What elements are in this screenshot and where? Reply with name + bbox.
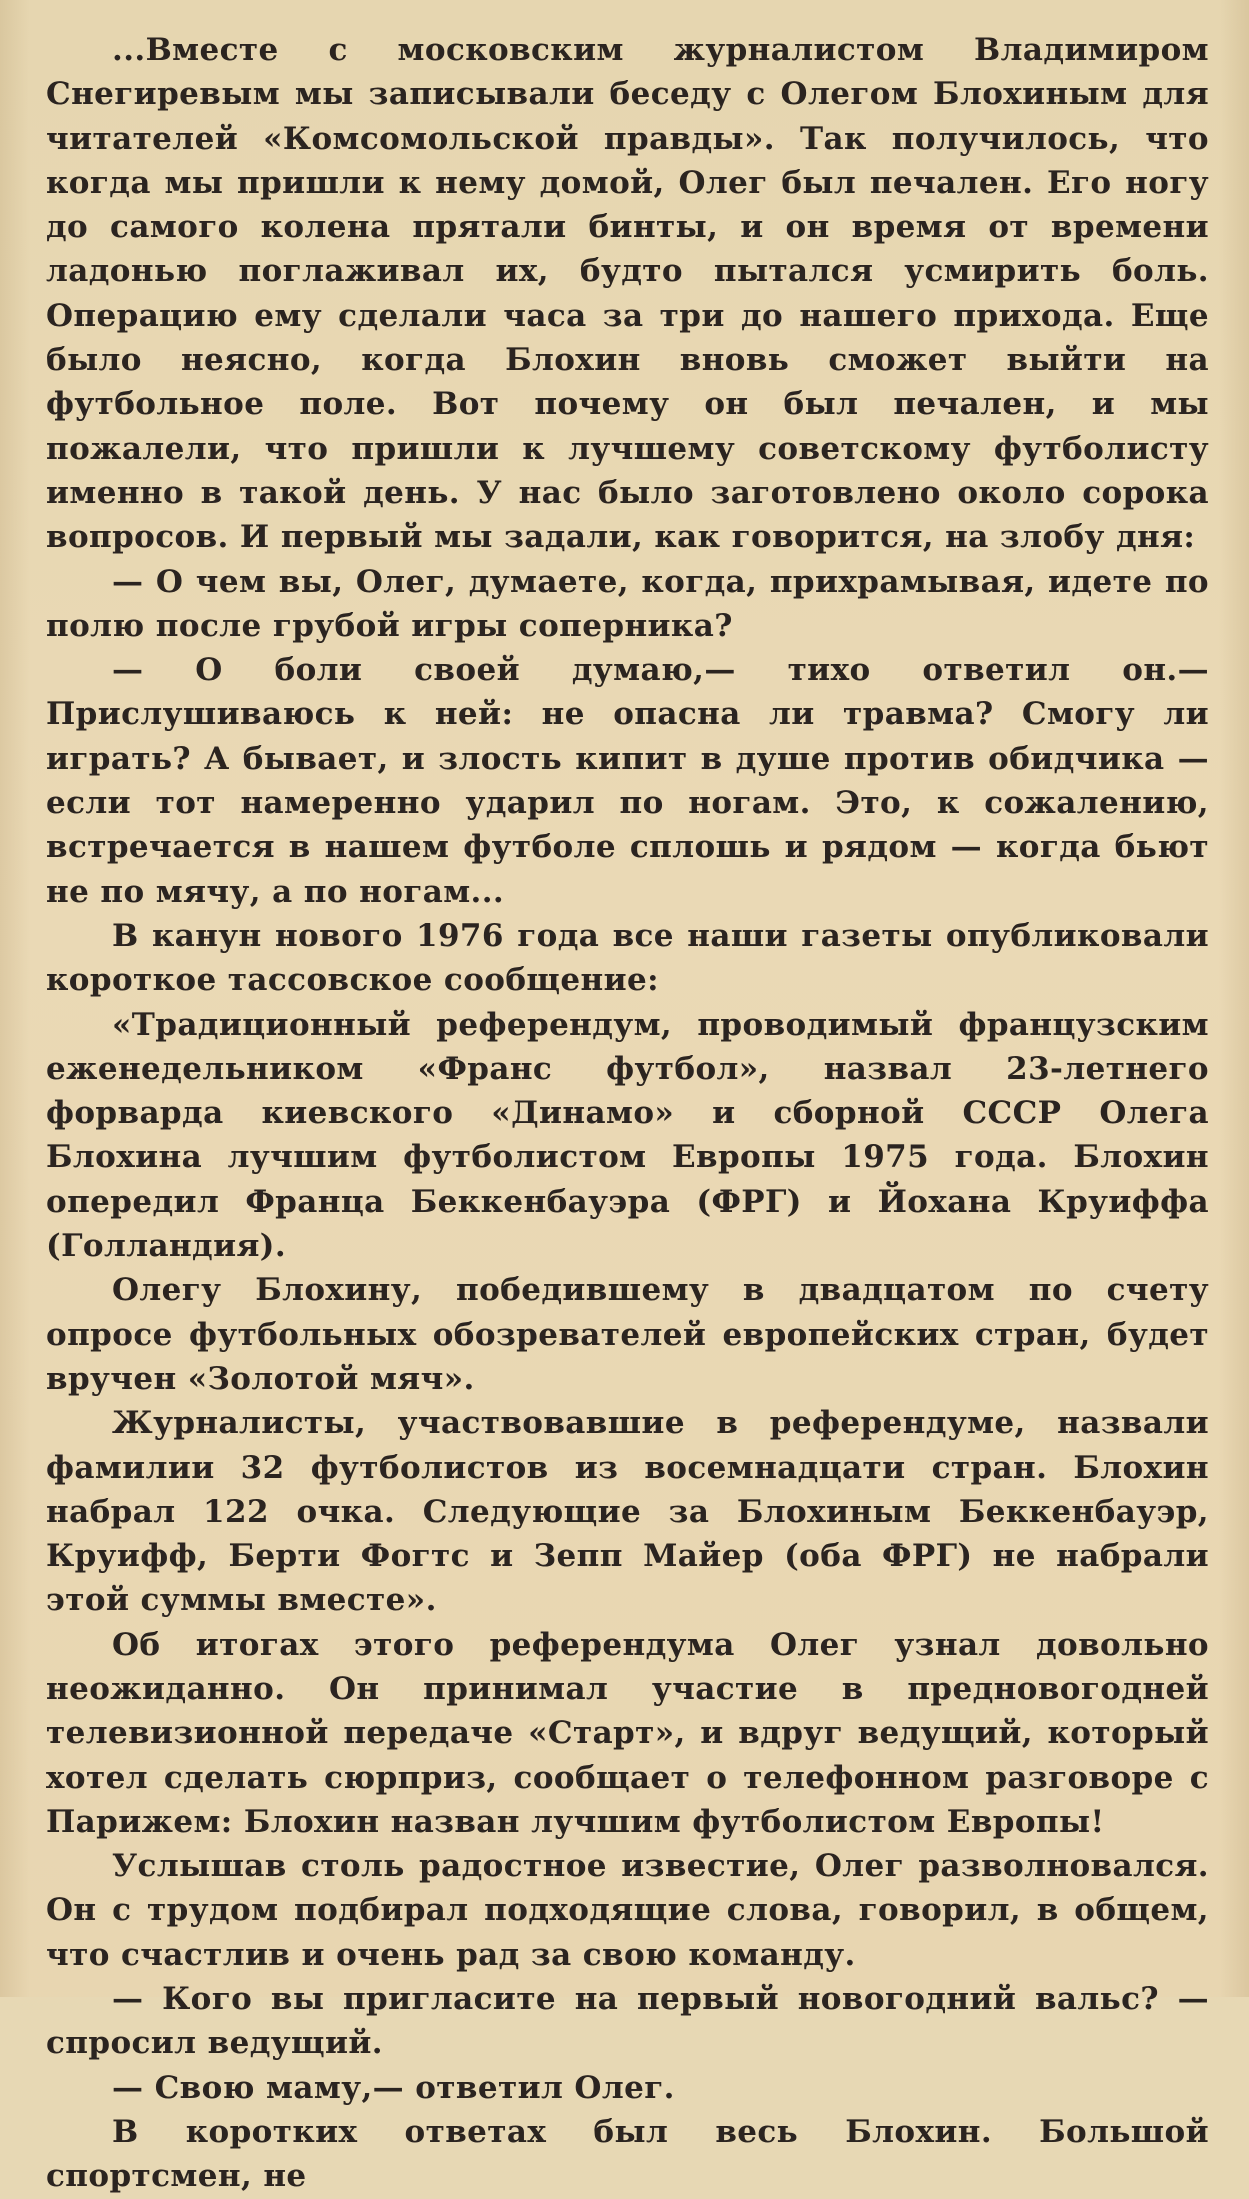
paragraph-answer-mother: — Свою маму,— ответил Олег. [112, 2069, 675, 2106]
paragraph-tass-quote: «Традиционный референдум, проводимый французским еженедельником «Франс футбол», назвал 23-летнего форварда киевского «Динамо» и сборной СССР Олега Блохина лучшим футболистом Европы 1975 года. Блохин опередил Франца Беккенбауэра (ФРГ) и Йохана Круиффа (Голландия). [46, 1006, 1209, 1265]
paragraph-reaction: Услышав столь радостное известие, Олег разволновался. Он с трудом подбирал подходящие слова, говорил, в общем, что счастлив и очень рад за свою команду. [46, 1848, 1209, 1973]
paragraph-question-waltz: — Кого вы пригласите на первый новогодний вальс? — спросил ведущий. [46, 1981, 1209, 2062]
paragraph-interview-intro: ...Вместе с московским журналистом Владимиром Снегиревым мы записывали беседу с Олегом Блохиным для читателей «Комсомольской правды». Так получилось, что когда мы пришли к нему домой, Олег был печален. Его ногу до самого колена прятали бинты, и он время от времени ладонью поглаживал их, будто пытался усмирить боль. Операцию ему сделали часа за три до нашего прихода. Еще было неясно, когда Блохин вновь сможет выйти на футбольное поле. Вот почему он был печален, и мы пожалели, что пришли к лучшему советскому футболисту именно в такой день. У нас было заготовлено около сорока вопросов. И первый мы задали, как говорится, на злобу дня: [46, 32, 1209, 556]
paragraph-closing: В коротких ответах был весь Блохин. Большой спортсмен, не [46, 2113, 1209, 2195]
paragraph-question-pain: — О чем вы, Олег, думаете, когда, прихрамывая, идете по полю после грубой игры соперника? [46, 563, 1209, 644]
paragraph-golden-ball: Олегу Блохину, победившему в двадцатом по счету опросе футбольных обозревателей европейских стран, будет вручен «Золотой мяч». [46, 1272, 1209, 1397]
paragraph-tass-intro: В канун нового 1976 года все наши газеты опубликовали короткое тассовское сообщение: [46, 917, 1209, 999]
paragraph-answer-pain: — О боли своей думаю,— тихо ответил он.— Прислушиваюсь к ней: не опасна ли травма? Смогу ли играть? А бывает, и злость кипит в душе против обидчика — если тот намеренно ударил по ногам. Это, к сожалению, встречается в нашем футболе сплошь и рядом — когда бьют не по мячу, а по ногам... [46, 652, 1209, 910]
paragraph-journalists: Журналисты, участвовавшие в референдуме, назвали фамилии 32 футболистов из восемнадцати стран. Блохин набрал 122 очка. Следующие за Блохиным Беккенбауэр, Круифф, Берти Фогтс и Зепп Майер (оба ФРГ) не набрали этой суммы вместе». [46, 1405, 1209, 1619]
paragraph-referendum-news: Об итогах этого референдума Олег узнал довольно неожиданно. Он принимал участие в предновогодней телевизионной передаче «Старт», и вдруг ведущий, который хотел сделать сюрприз, сообщает о телефонном разговоре с Парижем: Блохин назван лучшим футболистом Европы! [46, 1626, 1209, 1840]
